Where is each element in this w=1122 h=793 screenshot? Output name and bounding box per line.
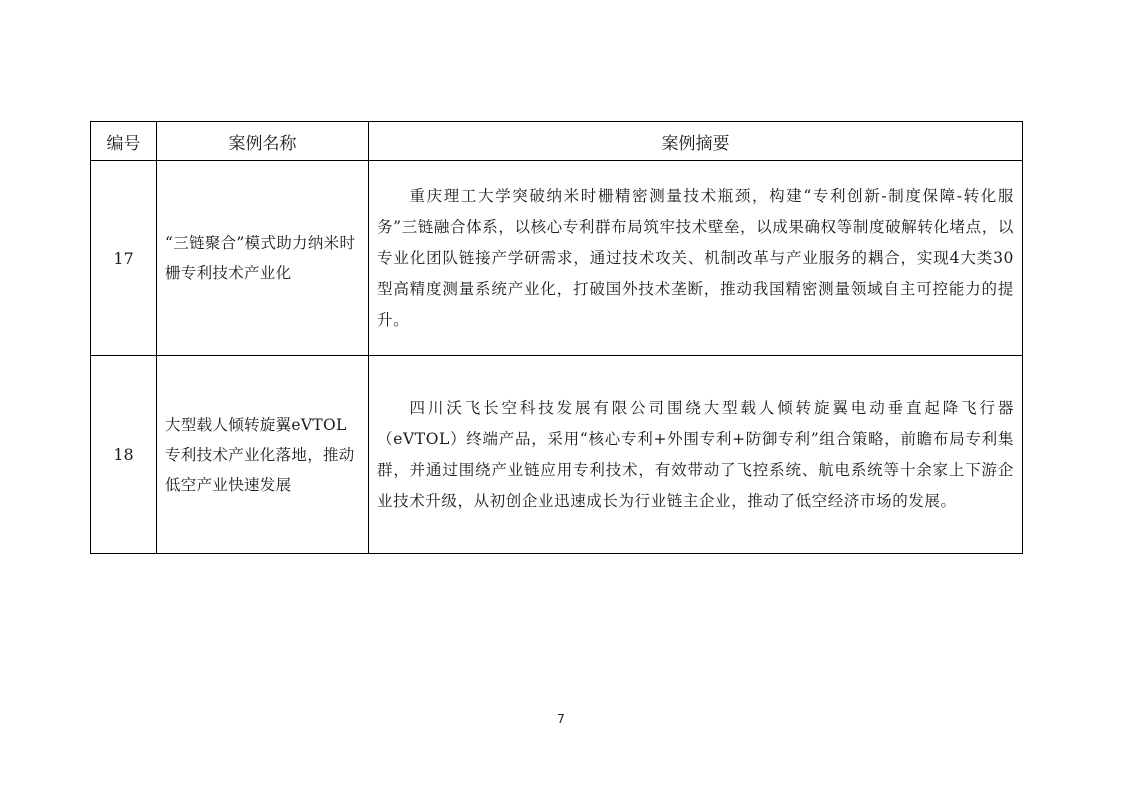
case-summary-cell [369,356,1023,554]
case-name: “三链聚合”模式助力纳米时栅专利技术产业化 [157,161,369,356]
header-case-name: 案例名称 [157,122,369,161]
table-header-row [91,122,1023,161]
table-row [91,161,1023,356]
table-row [91,356,1023,554]
case-number: 18 [91,356,157,554]
header-number: 编号 [91,122,157,161]
case-summary-cell [369,161,1023,356]
case-name: 大型载人倾转旋翼eVTOL专利技术产业化落地，推动低空产业快速发展 [157,356,369,554]
header-case-summary: 案例摘要 [369,122,1023,161]
case-summary: 四川沃飞长空科技发展有限公司围绕大型载人倾转旋翼电动垂直起降飞行器（eVTOL）终端产品，采用“核心专利+外围专利+防御专利”组合策略，前瞻布局专利集群，并通过围绕产业链应用专利技术，有效带动了飞控系统、航电系统等十余家上下游企业技术升级，从初创企业迅速成长为行业链主企业，推动了低空经济市场的发展。 [377,398,1014,510]
case-table [90,121,1023,554]
case-summary: 重庆理工大学突破纳米时栅精密测量技术瓶颈，构建“专利创新-制度保障-转化服务”三链融合体系，以核心专利群布局筑牢技术壁垒，以成果确权等制度破解转化堵点，以专业化团队链接产学研需求，通过技术攻关、机制改革与产业服务的耦合，实现4大类30型高精度测量系统产业化，打破国外技术垄断，推动我国精密测量领域自主可控能力的提升。 [377,186,1014,329]
case-number: 17 [91,161,157,356]
page-number: 7 [557,712,565,726]
